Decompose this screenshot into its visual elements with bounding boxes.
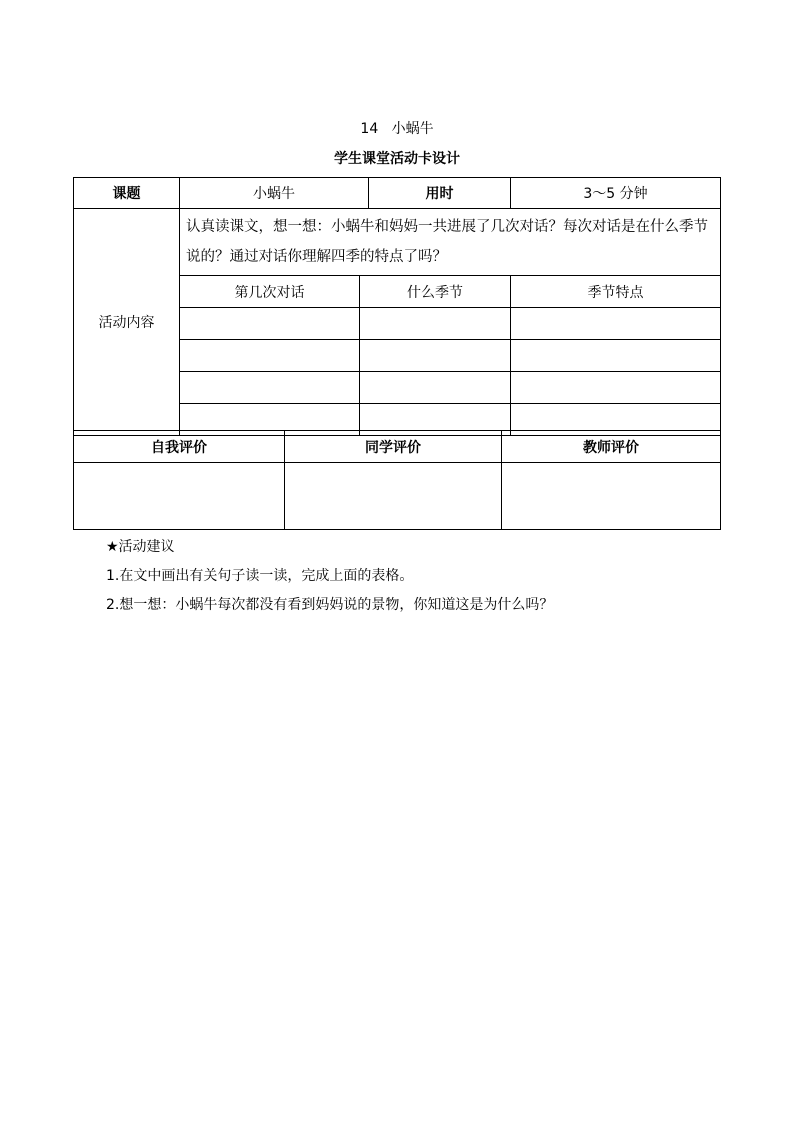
column-header-season-features: 季节特点 <box>511 276 721 308</box>
activity-instructions: 认真读课文，想一想：小蜗牛和妈妈一共进展了几次对话？每次对话是在什么季节说的？通过对话你理解四季的特点了吗？ <box>180 209 721 276</box>
column-header-dialogue-number: 第几次对话 <box>180 276 360 308</box>
blank-cell <box>74 463 285 530</box>
peer-evaluation-label: 同学评价 <box>285 431 502 463</box>
card-title: 学生课堂活动卡设计 <box>334 151 460 167</box>
teacher-evaluation-label: 教师评价 <box>502 431 721 463</box>
blank-cell <box>360 308 511 340</box>
lesson-title: 14 小蜗牛 <box>360 121 434 137</box>
topic-value: 小蜗牛 <box>180 178 369 209</box>
blank-cell <box>511 340 721 372</box>
activity-label: 活动内容 <box>74 209 180 436</box>
blank-cell <box>511 308 721 340</box>
evaluation-header-row <box>74 431 721 463</box>
self-evaluation-label: 自我评价 <box>74 431 285 463</box>
time-label: 用时 <box>369 178 511 209</box>
blank-cell <box>180 340 360 372</box>
blank-cell <box>502 463 721 530</box>
suggestion-item: 1.在文中画出有关句子读一读，完成上面的表格。 <box>106 568 414 584</box>
blank-cell <box>511 372 721 404</box>
time-value: 3～5 分钟 <box>511 178 721 209</box>
evaluation-blank-row <box>74 463 721 530</box>
column-header-season: 什么季节 <box>360 276 511 308</box>
blank-cell <box>180 372 360 404</box>
blank-cell <box>360 340 511 372</box>
topic-label: 课题 <box>74 178 180 209</box>
activity-suggestions <box>106 537 553 624</box>
activity-card-table <box>73 177 721 436</box>
blank-cell <box>285 463 502 530</box>
header-row <box>74 178 721 209</box>
evaluation-table <box>73 430 721 530</box>
suggestions-heading: ★活动建议 <box>106 539 175 555</box>
blank-cell <box>180 308 360 340</box>
blank-cell <box>360 372 511 404</box>
suggestion-item: 2.想一想：小蜗牛每次都没有看到妈妈说的景物，你知道这是为什么吗？ <box>106 597 554 613</box>
instructions-row <box>74 209 721 276</box>
